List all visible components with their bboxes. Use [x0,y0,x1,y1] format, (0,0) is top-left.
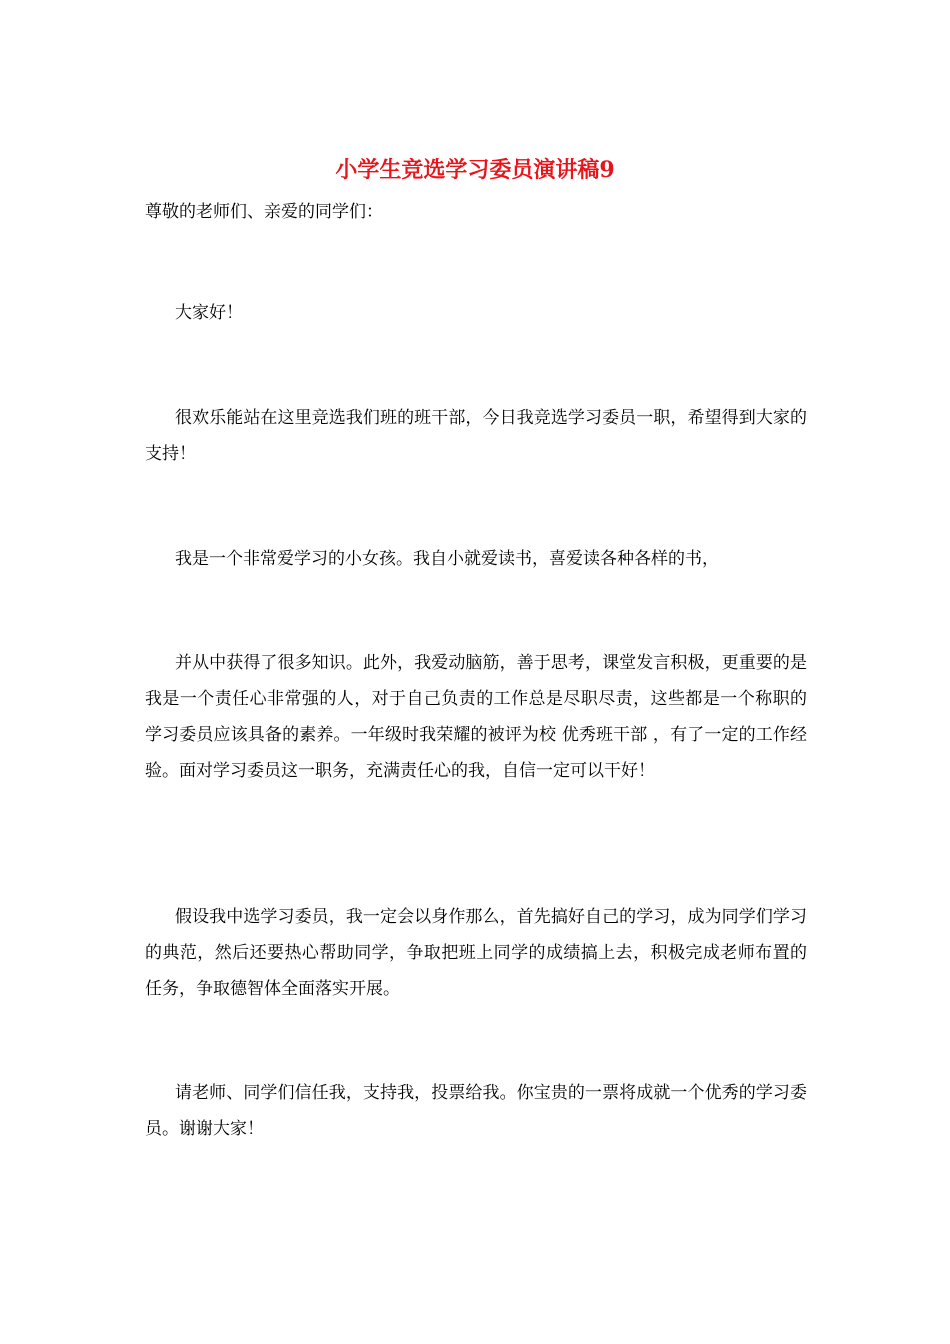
paragraph-4: 并从中获得了很多知识。此外，我爱动脑筋，善于思考，课堂发言积极，更重要的是我是一个责任心非常强的人，对于自己负责的工作总是尽职尽责，这些都是一个称职的学习委员应该具备的素养。一年级时我荣耀的被评为校 优秀班干部 ，有了一定的工作经验。面对学习委员这一职务，充满责任心的我，自信一定可以干好！ [145,653,807,781]
paragraph-2: 很欢乐能站在这里竞选我们班的班干部，今日我竞选学习委员一职，希望得到大家的支持！ [145,408,807,464]
paragraph-5: 假设我中选学习委员，我一定会以身作那么，首先搞好自己的学习，成为同学们学习的典范，然后还要热心帮助同学，争取把班上同学的成绩搞上去，积极完成老师布置的任务，争取德智体全面落实开展。 [145,907,807,999]
document-title: 小学生竞选学习委员演讲稿9 [335,157,615,183]
paragraph-1: 大家好！ [175,303,243,323]
paragraph-3: 我是一个非常爱学习的小女孩。我自小就爱读书，喜爱读各种各样的书， [175,549,719,569]
paragraph-6: 请老师、同学们信任我，支持我，投票给我。你宝贵的一票将成就一个优秀的学习委员。谢谢大家！ [145,1083,807,1139]
salutation: 尊敬的老师们、亲爱的同学们： [145,202,383,222]
